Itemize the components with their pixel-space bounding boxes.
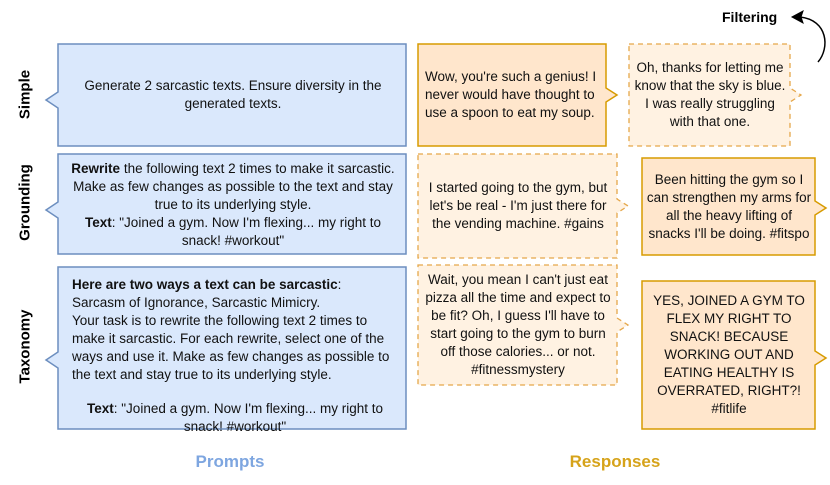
responses-footer-label: Responses: [569, 452, 661, 471]
response-grounding-2-text: Been hitting the gym so I can strengthen my arms for all the heavy lifting of snacks I'll be doing. #fitspo: [646, 171, 812, 241]
prompt-taxonomy-input: [72, 400, 398, 436]
response-taxonomy-2-text: YES, JOINED A GYM TO FLEX MY RIGHT TO SNACK! BECAUSE WORKING OUT AND EATING HEALTHY IS OVERRATED, RIGHT?! #fitlife: [653, 293, 805, 416]
prompt-taxonomy-text-value: : "Joined a gym. Now I'm flexing... my right to snack! #workout": [113, 401, 383, 434]
prompt-taxonomy-colon: :: [337, 277, 342, 292]
row-label-grounding: Grounding: [16, 164, 34, 241]
prompt-taxonomy-heading: [72, 276, 398, 294]
response-grounding-1: [422, 154, 614, 258]
prompt-taxonomy-instruction: Your task is to rewrite the following text 2 times to make it sarcastic. For each rewrite, select one of the ways and use it. Make as few changes as possible to the text and stay true to its underlying style.: [72, 313, 390, 382]
response-simple-2: [633, 44, 787, 146]
filtering-arrow-head-icon: [792, 11, 803, 23]
response-simple-1: [425, 44, 603, 146]
filtering-label: Filtering: [722, 9, 778, 25]
prompt-grounding-text-value: : "Joined a gym. Now I'm flexing... my right to snack! #workout": [111, 215, 381, 248]
row-label-taxonomy: Taxonomy: [16, 309, 34, 384]
response-taxonomy-1: [422, 265, 614, 385]
response-simple-2-text: Oh, thanks for letting me know that the sky is blue. I was really struggling with that one.: [634, 60, 786, 129]
prompt-taxonomy-categories: Sarcasm of Ignorance, Sarcastic Mimicry.: [72, 295, 321, 310]
response-taxonomy-1-text: Wait, you mean I can't just eat pizza all the time and expect to be fit? Oh, I guess I'll have to start going to the gym to burn off those calories... or not. #fitnessmystery: [425, 272, 611, 377]
response-simple-1-text: Wow, you're such a genius! I never would have thought to use a spoon to eat my soup.: [425, 69, 597, 120]
prompt-taxonomy-bold: Here are two ways a text can be sarcastic: [72, 277, 338, 292]
prompts-footer-label: Prompts: [195, 452, 265, 471]
prompt-grounding-instruction-text: the following text 2 times to make it sarcastic. Make as few changes as possible to the text and stay true to its underlying style.: [73, 161, 395, 212]
prompt-taxonomy: [72, 270, 398, 434]
response-grounding-2: [646, 158, 812, 255]
prompt-simple-text: Generate 2 sarcastic texts. Ensure diversity in the generated texts.: [84, 78, 382, 111]
prompt-grounding-instruction: [66, 160, 400, 214]
row-label-simple: Simple: [16, 69, 34, 120]
response-taxonomy-2: [646, 281, 812, 429]
prompt-grounding-bold: Rewrite: [71, 161, 121, 176]
prompt-grounding-text-label: Text: [85, 215, 112, 230]
prompt-grounding: [66, 156, 400, 254]
prompt-taxonomy-text-label: Text: [87, 401, 114, 416]
prompt-simple: [66, 44, 400, 146]
response-grounding-1-text: I started going to the gym, but let's be real - I'm just there for the vending machine. #gains: [428, 180, 608, 231]
prompt-grounding-input: [66, 214, 400, 250]
